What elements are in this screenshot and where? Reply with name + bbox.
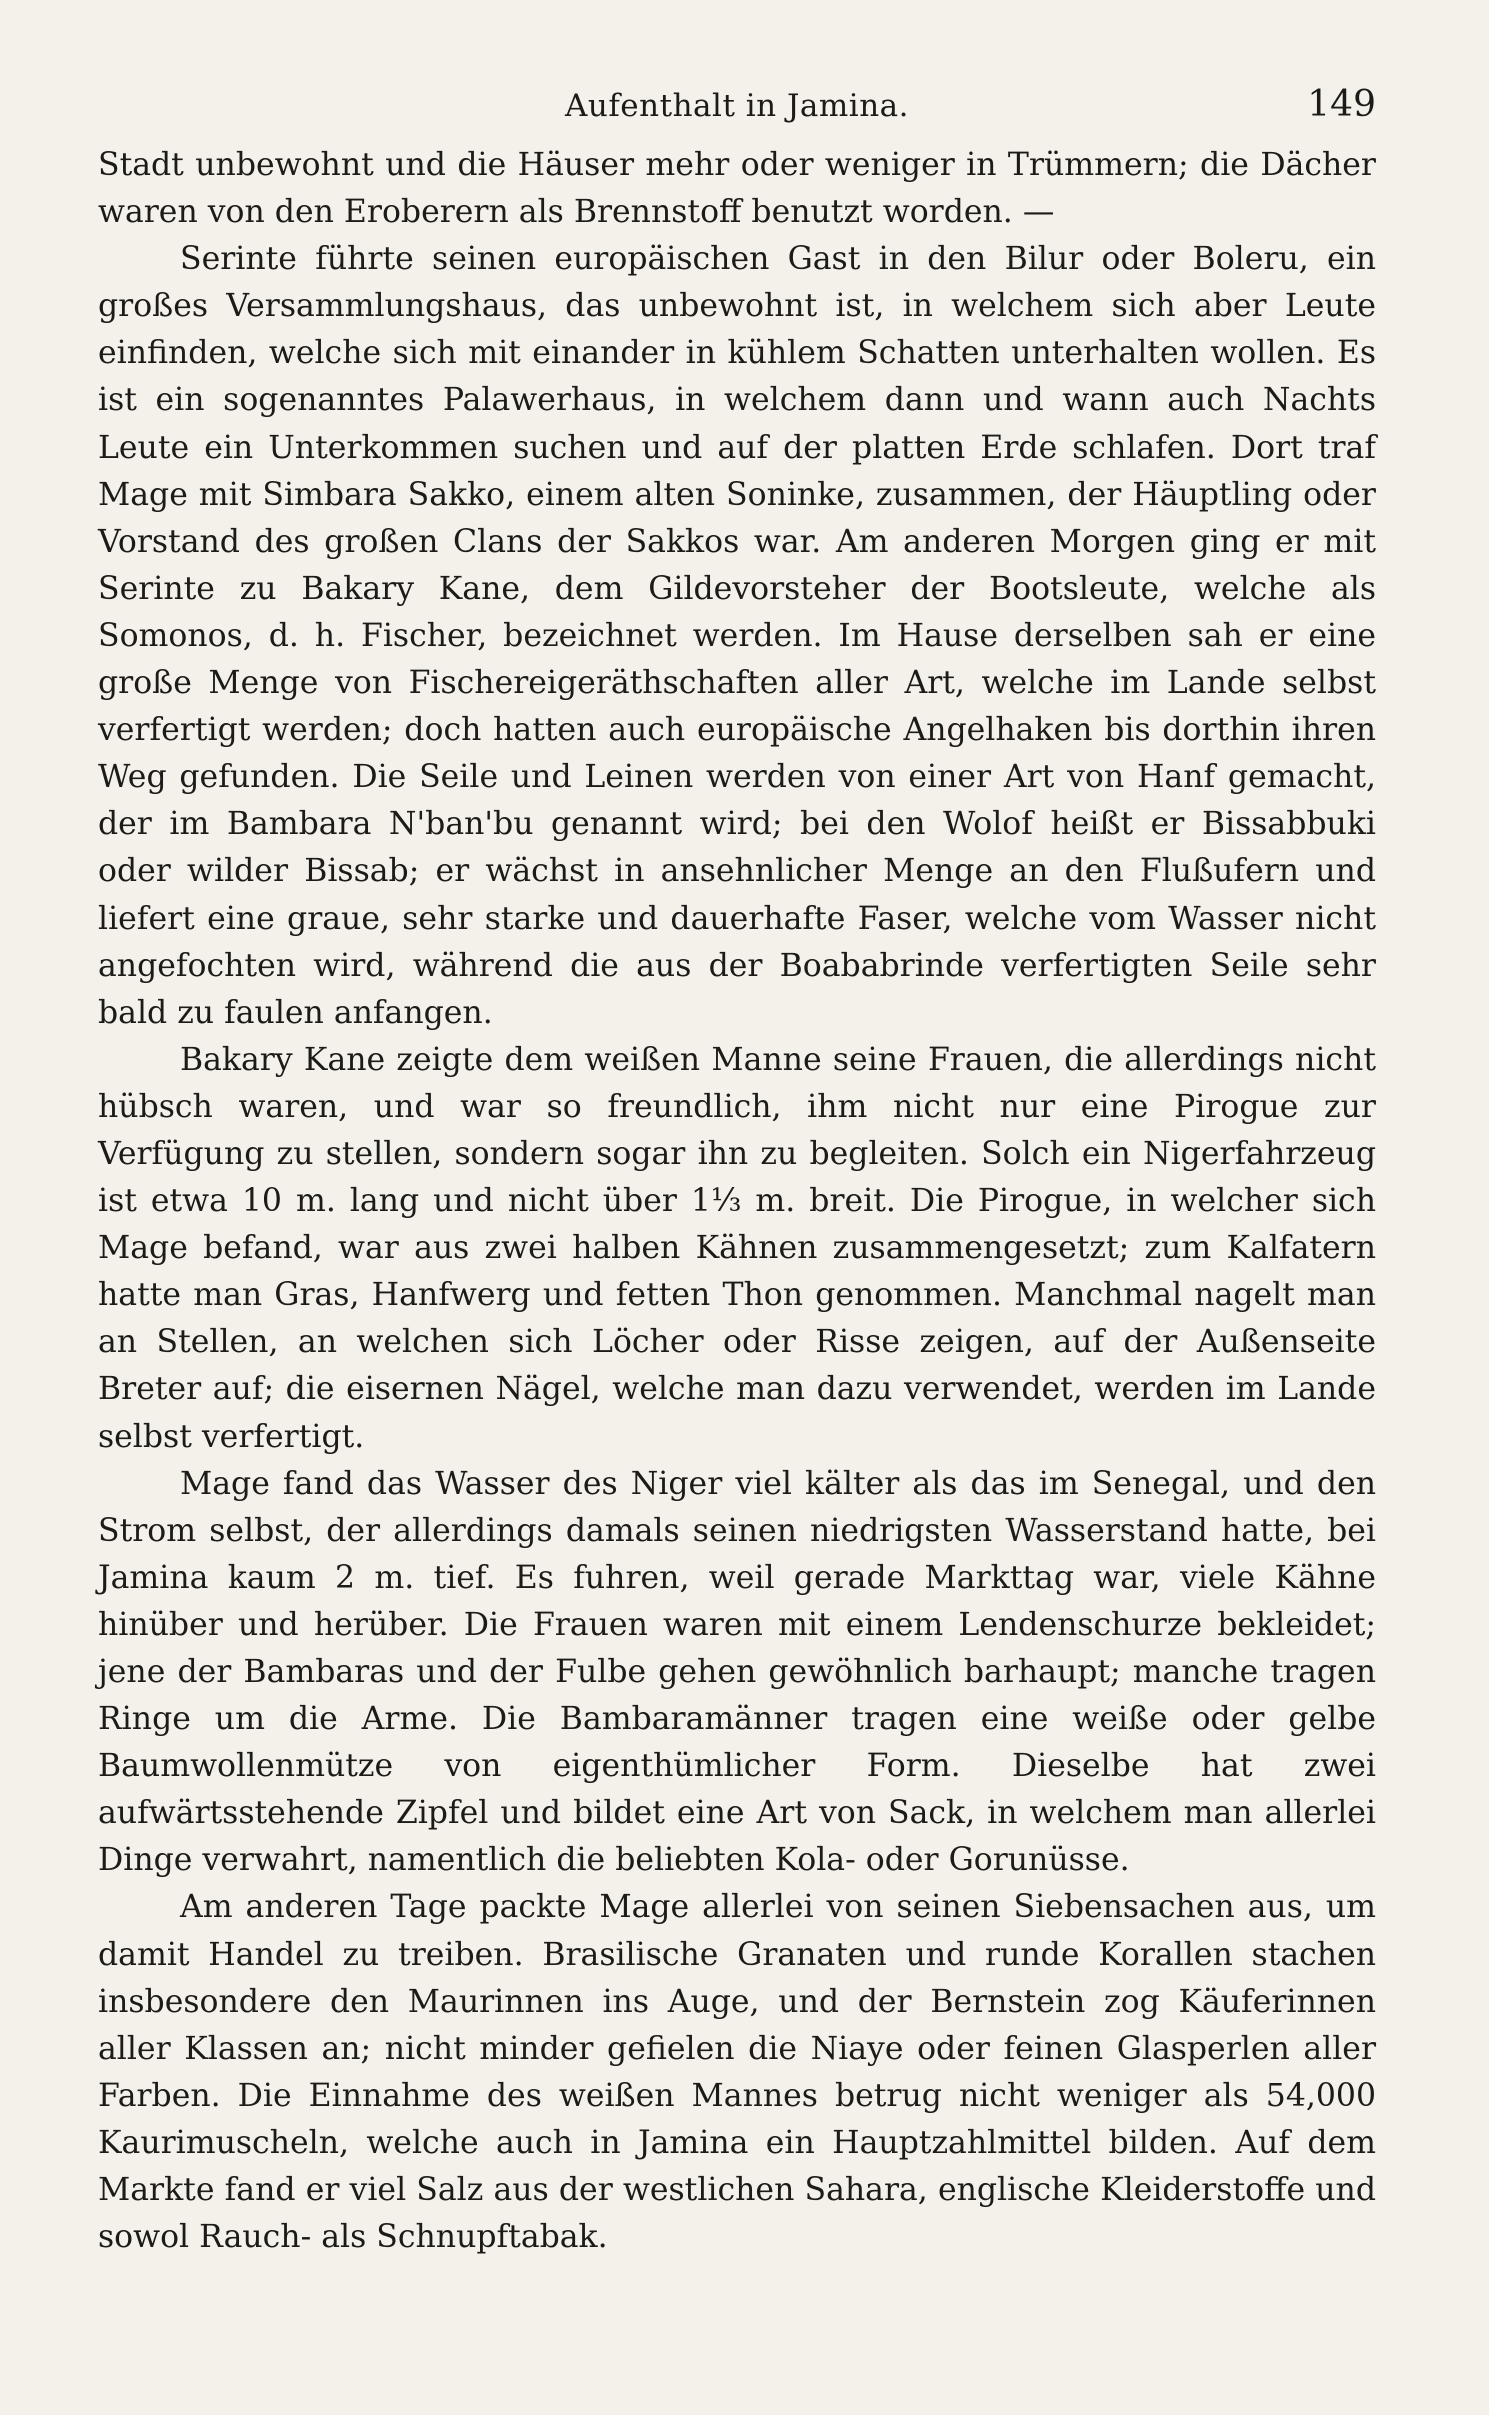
paragraph: Am anderen Tage packte Mage allerlei von seinen Siebensachen aus, um damit Handel zu treiben. Brasilische Granaten und runde Korallen stachen insbesondere den Maurinnen ins Auge, und der Bernstein zog Käuferinnen aller Klassen an; nicht minder gefielen die Niaye oder feinen Glasperlen aller Farben. Die Einnahme des weißen Mannes betrug nicht weniger als 54,000 Kaurimuscheln, welche auch in Jamina ein Hauptzahlmittel bilden. Auf dem Markte fand er viel Salz aus der westlichen Sahara, englische Kleiderstoffe und sowol Rauch- als Schnupftabak.	[98, 1889, 1376, 2256]
page-number: 149	[1307, 84, 1376, 125]
running-title: Aufenthalt in Jamina.	[564, 88, 910, 124]
page-header	[98, 78, 1376, 138]
paragraph: Serinte führte seinen europäischen Gast in den Bilur oder Boleru, ein großes Versammlungshaus, das unbewohnt ist, in welchem sich aber Leute einfinden, welche sich mit einander in kühlem Schatten unterhalten wollen. Es ist ein sogenanntes Palawerhaus, in welchem dann und wann auch Nachts Leute ein Unterkommen suchen und auf der platten Erde schlafen. Dort traf Mage mit Simbara Sakko, einem alten Soninke, zusammen, der Häuptling oder Vorstand des großen Clans der Sakkos war. Am anderen Morgen ging er mit Serinte zu Bakary Kane, dem Gildevorsteher der Bootsleute, welche als Somonos, d. h. Fischer, bezeichnet werden. Im Hause derselben sah er eine große Menge von Fischereigeräthschaften aller Art, welche im Lande selbst verfertigt werden; doch hatten auch europäische Angelhaken bis dorthin ihren Weg gefunden. Die Seile und Leinen werden von einer Art von Hanf gemacht, der im Bambara N'ban'bu genannt wird; bei den Wolof heißt er Bissabbuki oder wilder Bissab; er wächst in ansehnlicher Menge an den Flußufern und liefert eine graue, sehr starke und dauerhafte Faser, welche vom Wasser nicht angefochten wird, während die aus der Boababrinde verfertigten Seile sehr bald zu faulen anfangen.	[98, 241, 1376, 1031]
paragraph: Bakary Kane zeigte dem weißen Manne seine Frauen, die allerdings nicht hübsch waren, und war so freundlich, ihm nicht nur eine Pirogue zur Verfügung zu stellen, sondern sogar ihn zu begleiten. Solch ein Nigerfahrzeug ist etwa 10 m. lang und nicht über 1⅓ m. breit. Die Pirogue, in welcher sich Mage befand, war aus zwei halben Kähnen zusammengesetzt; zum Kalfatern hatte man Gras, Hanfwerg und fetten Thon genommen. Manchmal nagelt man an Stellen, an welchen sich Löcher oder Risse zeigen, auf der Außenseite Breter auf; die eisernen Nägel, welche man dazu verwendet, werden im Lande selbst verfertigt.	[98, 1041, 1376, 1455]
body-text	[98, 142, 1376, 2261]
paragraph: Mage fand das Wasser des Niger viel kälter als das im Senegal, und den Strom selbst, der allerdings damals seinen niedrigsten Wasserstand hatte, bei Jamina kaum 2 m. tief. Es fuhren, weil gerade Markttag war, viele Kähne hinüber und herüber. Die Frauen waren mit einem Lendenschurze bekleidet; jene der Bambaras und der Fulbe gehen gewöhnlich barhaupt; manche tragen Ringe um die Arme. Die Bambaramänner tragen eine weiße oder gelbe Baumwollenmütze von eigenthümlicher Form. Dieselbe hat zwei aufwärtsstehende Zipfel und bildet eine Art von Sack, in welchem man allerlei Dinge verwahrt, namentlich die beliebten Kola- oder Gorunüsse.	[98, 1465, 1376, 1879]
paragraph: Stadt unbewohnt und die Häuser mehr oder weniger in Trümmern; die Dächer waren von den Eroberern als Brennstoff benutzt worden. —	[98, 147, 1376, 231]
